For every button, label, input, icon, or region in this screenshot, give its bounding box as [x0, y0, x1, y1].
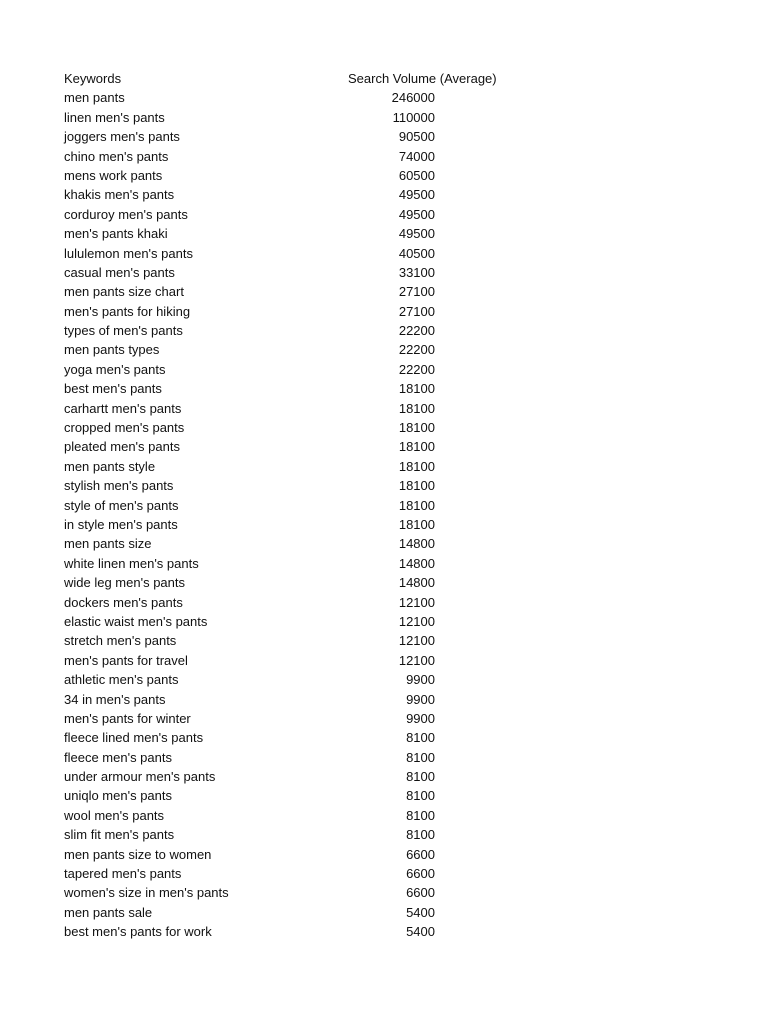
table-row	[64, 476, 524, 495]
table-row	[64, 573, 524, 592]
keyword-cell: men's pants for winter	[64, 710, 191, 726]
search-volume-cell: 6600	[406, 846, 435, 862]
keyword-cell: corduroy men's pants	[64, 206, 188, 222]
search-volume-cell: 12100	[398, 633, 435, 649]
table-row	[64, 302, 524, 321]
table-row	[64, 437, 524, 456]
search-volume-cell: 49500	[398, 226, 435, 242]
search-volume-cell: 8100	[406, 807, 435, 823]
search-volume-cell: 8100	[406, 788, 435, 804]
keyword-cell: wide leg men's pants	[64, 575, 185, 591]
search-volume-cell: 9900	[406, 691, 435, 707]
table-row	[64, 244, 524, 263]
table-row	[64, 360, 524, 379]
search-volume-cell: 8100	[406, 749, 435, 765]
search-volume-cell: 74000	[398, 148, 435, 164]
table-row	[64, 166, 524, 185]
search-volume-cell: 18100	[398, 420, 435, 436]
search-volume-cell: 6600	[406, 866, 435, 882]
keyword-cell: men pants style	[64, 458, 156, 474]
table-row	[64, 340, 524, 359]
search-volume-cell: 18100	[398, 381, 435, 397]
search-volume-cell: 18100	[398, 516, 435, 532]
search-volume-cell: 49500	[398, 187, 435, 203]
table-row	[64, 534, 524, 553]
search-volume-cell: 5400	[406, 924, 435, 940]
search-volume-cell: 110000	[392, 109, 435, 125]
table-row	[64, 263, 524, 282]
keyword-cell: chino men's pants	[64, 148, 169, 164]
table-row	[64, 457, 524, 476]
table-header	[64, 69, 524, 88]
keyword-cell: pleated men's pants	[64, 439, 180, 455]
search-volume-cell: 6600	[406, 885, 435, 901]
search-volume-cell: 60500	[398, 167, 435, 183]
table-body	[64, 88, 524, 941]
table-row	[64, 922, 524, 941]
keyword-cell: uniqlo men's pants	[64, 788, 172, 804]
keyword-cell: types of men's pants	[64, 323, 183, 339]
search-volume-cell: 27100	[398, 284, 435, 300]
search-volume-cell: 18100	[398, 478, 435, 494]
keyword-cell: carhartt men's pants	[64, 400, 182, 416]
search-volume-cell: 12100	[398, 652, 435, 668]
table-row	[64, 127, 524, 146]
column-header-search-volume: Search Volume (Average)	[348, 71, 497, 86]
keyword-cell: white linen men's pants	[64, 555, 199, 571]
keyword-cell: men pants sale	[64, 904, 153, 920]
keyword-cell: women's size in men's pants	[64, 885, 229, 901]
table-row	[64, 379, 524, 398]
keyword-cell: in style men's pants	[64, 516, 178, 532]
keyword-cell: yoga men's pants	[64, 361, 166, 377]
keyword-cell: lululemon men's pants	[64, 245, 193, 261]
keyword-cell: fleece lined men's pants	[64, 730, 204, 746]
search-volume-cell: 14800	[398, 575, 435, 591]
keyword-cell: slim fit men's pants	[64, 827, 175, 843]
search-volume-cell: 22200	[398, 361, 435, 377]
search-volume-cell: 49500	[398, 206, 435, 222]
search-volume-cell: 40500	[398, 245, 435, 261]
keyword-cell: men's pants for hiking	[64, 303, 191, 319]
search-volume-cell: 8100	[406, 769, 435, 785]
search-volume-cell: 8100	[406, 827, 435, 843]
table-row	[64, 883, 524, 902]
table-row	[64, 670, 524, 689]
table-row	[64, 806, 524, 825]
search-volume-cell: 9900	[406, 672, 435, 688]
search-volume-cell: 246000	[391, 90, 435, 106]
keyword-cell: tapered men's pants	[64, 866, 182, 882]
table-row	[64, 612, 524, 631]
keyword-cell: men pants	[64, 90, 125, 106]
table-row	[64, 593, 524, 612]
keyword-cell: men's pants for travel	[64, 652, 188, 668]
search-volume-cell: 18100	[398, 497, 435, 513]
keyword-cell: casual men's pants	[64, 264, 175, 280]
keyword-cell: mens work pants	[64, 167, 163, 183]
table-row	[64, 418, 524, 437]
search-volume-cell: 12100	[398, 613, 435, 629]
table-row	[64, 767, 524, 786]
table-row	[64, 786, 524, 805]
table-row	[64, 845, 524, 864]
table-row	[64, 651, 524, 670]
search-volume-cell: 33100	[398, 264, 435, 280]
table-row	[64, 185, 524, 204]
keyword-cell: men pants size chart	[64, 284, 184, 300]
table-row	[64, 709, 524, 728]
table-row	[64, 515, 524, 534]
table-row	[64, 631, 524, 650]
keyword-cell: wool men's pants	[64, 807, 165, 823]
keyword-cell: athletic men's pants	[64, 672, 179, 688]
keyword-cell: joggers men's pants	[64, 129, 180, 145]
search-volume-cell: 18100	[398, 458, 435, 474]
keyword-cell: style of men's pants	[64, 497, 179, 513]
keyword-table	[64, 69, 524, 942]
table-row	[64, 88, 524, 107]
keyword-cell: stylish men's pants	[64, 478, 174, 494]
table-row	[64, 321, 524, 340]
search-volume-cell: 14800	[398, 555, 435, 571]
table-row	[64, 864, 524, 883]
search-volume-cell: 5400	[406, 904, 435, 920]
keyword-cell: best men's pants for work	[64, 924, 212, 940]
search-volume-cell: 9900	[406, 710, 435, 726]
search-volume-cell: 22200	[398, 342, 435, 358]
keyword-cell: cropped men's pants	[64, 420, 185, 436]
table-row	[64, 554, 524, 573]
table-row	[64, 903, 524, 922]
table-row	[64, 748, 524, 767]
search-volume-cell: 18100	[398, 400, 435, 416]
table-row	[64, 147, 524, 166]
keyword-cell: men's pants khaki	[64, 226, 168, 242]
keyword-cell: stretch men's pants	[64, 633, 177, 649]
search-volume-cell: 8100	[406, 730, 435, 746]
table-row	[64, 825, 524, 844]
table-row	[64, 282, 524, 301]
search-volume-cell: 18100	[398, 439, 435, 455]
keyword-cell: men pants size to women	[64, 846, 212, 862]
keyword-cell: men pants types	[64, 342, 160, 358]
table-row	[64, 108, 524, 127]
keyword-cell: under armour men's pants	[64, 769, 216, 785]
search-volume-cell: 22200	[398, 323, 435, 339]
search-volume-cell: 12100	[398, 594, 435, 610]
keyword-cell: 34 in men's pants	[64, 691, 166, 707]
table-row	[64, 496, 524, 515]
search-volume-cell: 14800	[398, 536, 435, 552]
table-row	[64, 224, 524, 243]
keyword-cell: dockers men's pants	[64, 594, 183, 610]
keyword-cell: fleece men's pants	[64, 749, 172, 765]
keyword-cell: khakis men's pants	[64, 187, 175, 203]
keyword-cell: linen men's pants	[64, 109, 165, 125]
table-row	[64, 399, 524, 418]
table-row	[64, 690, 524, 709]
keyword-cell: men pants size	[64, 536, 152, 552]
keyword-cell: elastic waist men's pants	[64, 613, 208, 629]
table-row	[64, 205, 524, 224]
table-row	[64, 728, 524, 747]
search-volume-cell: 90500	[398, 129, 435, 145]
keyword-cell: best men's pants	[64, 381, 162, 397]
search-volume-cell: 27100	[398, 303, 435, 319]
column-header-keywords: Keywords	[64, 71, 122, 86]
